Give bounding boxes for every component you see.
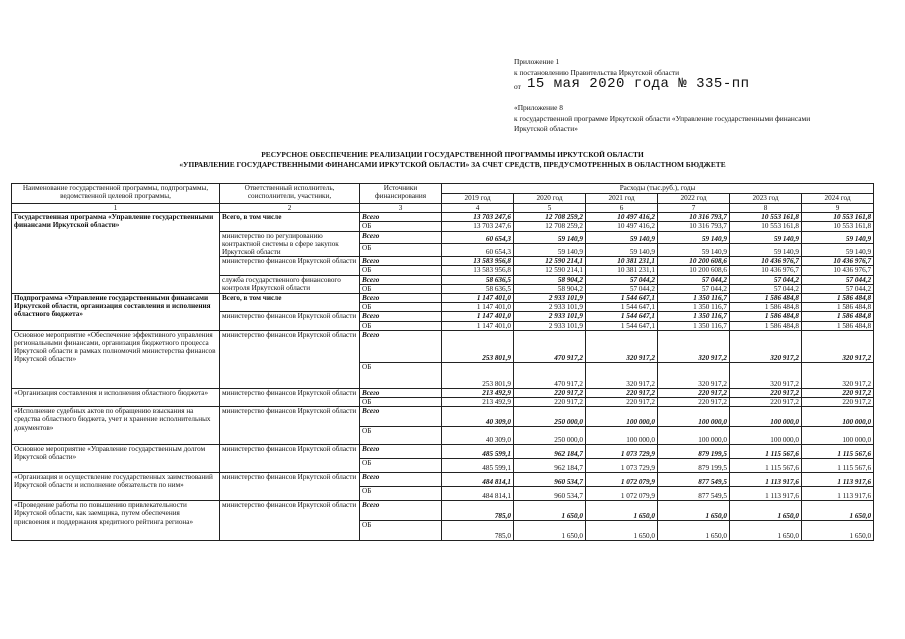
- program-name: «Исполнение судебных актов по обращению взыскания на средства областного бюджета, учет и хранение исполнительных документов»: [12, 407, 220, 445]
- amount-cell: 59 140,9: [730, 244, 802, 257]
- program-name: «Проведение работы по повышению привлекательности Иркутской области, как заемщика, путем обеспечения присвоения и поддержания кредитного рейтинга региона»: [12, 501, 220, 541]
- amount-cell: 962 184,7: [514, 445, 586, 459]
- date-prefix: от: [514, 82, 521, 91]
- amount-cell: 1 544 647,1: [586, 321, 658, 330]
- amount-cell: 10 497 416,2: [586, 213, 658, 222]
- amount-cell: 10 553 161,8: [730, 213, 802, 222]
- program-reference-cont: Иркутской области»: [514, 124, 578, 133]
- amount-cell: 220 917,2: [586, 398, 658, 407]
- amount-cell: 253 801,9: [442, 362, 514, 388]
- program-reference: к государственной программе Иркутской области «Управление государственными финансами: [514, 114, 811, 123]
- amount-cell: 785,0: [442, 521, 514, 541]
- amount-cell: 1 650,0: [514, 521, 586, 541]
- amount-cell: 1 115 567,6: [730, 445, 802, 459]
- amount-cell: 1 544 647,1: [586, 303, 658, 312]
- amount-cell: 785,0: [442, 501, 514, 521]
- amount-cell: 12 708 259,2: [514, 222, 586, 231]
- amount-cell: 10 200 608,6: [658, 257, 730, 266]
- table-row: [12, 388, 874, 397]
- amount-cell: 60 654,3: [442, 244, 514, 257]
- amount-cell: 58 904,2: [514, 284, 586, 293]
- amount-cell: 13 583 956,8: [442, 257, 514, 266]
- amount-cell: 1 650,0: [514, 501, 586, 521]
- amount-cell: 484 814,1: [442, 473, 514, 487]
- year-header: 2022 год: [658, 194, 730, 204]
- amount-cell: 213 492,9: [442, 398, 514, 407]
- table-row: [12, 294, 874, 303]
- amount-cell: 100 000,0: [658, 407, 730, 427]
- decree-reference: к постановлению Правительства Иркутской области: [514, 68, 680, 77]
- amount-cell: 960 534,7: [514, 473, 586, 487]
- column-number: 2: [220, 204, 360, 213]
- column-number: 7: [658, 204, 730, 213]
- funding-source: ОБ: [360, 362, 442, 388]
- amount-cell: 1 147 401,0: [442, 303, 514, 312]
- amount-cell: 320 917,2: [730, 362, 802, 388]
- amount-cell: 1 650,0: [586, 501, 658, 521]
- amount-cell: 13 703 247,6: [442, 222, 514, 231]
- amount-cell: 220 917,2: [514, 388, 586, 397]
- amount-cell: 40 309,0: [442, 407, 514, 427]
- amount-cell: 59 140,9: [658, 231, 730, 244]
- amount-cell: 60 654,3: [442, 231, 514, 244]
- amount-cell: 59 140,9: [586, 244, 658, 257]
- amount-cell: 59 140,9: [514, 244, 586, 257]
- funding-source: ОБ: [360, 487, 442, 501]
- funding-source: Всего: [360, 275, 442, 284]
- year-header: 2020 год: [514, 194, 586, 204]
- amount-cell: 100 000,0: [802, 427, 874, 445]
- amount-cell: 1 073 729,9: [586, 445, 658, 459]
- appendix8-label: «Приложение 8: [514, 103, 563, 112]
- table-row: [12, 473, 874, 487]
- funding-source: ОБ: [360, 521, 442, 541]
- amount-cell: 1 586 484,8: [730, 312, 802, 321]
- amount-cell: 250 000,0: [514, 427, 586, 445]
- executor: Всего, в том числе: [220, 213, 360, 231]
- amount-cell: 10 436 976,7: [802, 266, 874, 275]
- amount-cell: 10 381 231,1: [586, 266, 658, 275]
- amount-cell: 877 549,5: [658, 487, 730, 501]
- decree-date-number: 15 мая 2020 года № 335-пп: [527, 76, 750, 92]
- amount-cell: 220 917,2: [802, 388, 874, 397]
- program-name: «Организация составления и исполнения областного бюджета»: [12, 388, 220, 406]
- page-title: РЕСУРСНОЕ ОБЕСПЕЧЕНИЕ РЕАЛИЗАЦИИ ГОСУДАРСТВЕННОЙ ПРОГРАММЫ ИРКУТСКОЙ ОБЛАСТИ: [261, 150, 644, 159]
- col-executor-header: Ответственный исполнитель, соисполнители, участники,: [220, 184, 360, 204]
- column-number: 3: [360, 204, 442, 213]
- amount-cell: 1 350 116,7: [658, 321, 730, 330]
- executor: министерство финансов Иркутской области: [220, 407, 360, 445]
- amount-cell: 1 650,0: [802, 501, 874, 521]
- amount-cell: 1 650,0: [730, 501, 802, 521]
- column-number: 9: [802, 204, 874, 213]
- amount-cell: 40 309,0: [442, 427, 514, 445]
- year-header: 2021 год: [586, 194, 658, 204]
- amount-cell: 485 599,1: [442, 445, 514, 459]
- amount-cell: 320 917,2: [586, 362, 658, 388]
- amount-cell: 100 000,0: [586, 427, 658, 445]
- table-row: [12, 213, 874, 222]
- executor: министерство по регулированию контрактной системы в сфере закупок Иркутской области: [220, 231, 360, 257]
- funding-source: ОБ: [360, 222, 442, 231]
- amount-cell: 2 933 101,9: [514, 312, 586, 321]
- amount-cell: 1 113 917,6: [730, 473, 802, 487]
- amount-cell: 10 381 231,1: [586, 257, 658, 266]
- amount-cell: 13 703 247,6: [442, 213, 514, 222]
- column-number: 8: [730, 204, 802, 213]
- amount-cell: 1 113 917,6: [730, 487, 802, 501]
- year-header: 2024 год: [802, 194, 874, 204]
- amount-cell: 960 534,7: [514, 487, 586, 501]
- executor: Всего, в том числе: [220, 294, 360, 312]
- amount-cell: 59 140,9: [514, 231, 586, 244]
- amount-cell: 57 044,2: [730, 284, 802, 293]
- amount-cell: 100 000,0: [802, 407, 874, 427]
- amount-cell: 879 199,5: [658, 445, 730, 459]
- funding-source: ОБ: [360, 427, 442, 445]
- amount-cell: 57 044,2: [586, 275, 658, 284]
- amount-cell: 1 650,0: [658, 521, 730, 541]
- amount-cell: 57 044,2: [658, 284, 730, 293]
- program-name: «Организация и осуществление государственных заимствований Иркутской области и исполнение обязательств по ним»: [12, 473, 220, 501]
- amount-cell: 1 650,0: [730, 521, 802, 541]
- amount-cell: 250 000,0: [514, 407, 586, 427]
- amount-cell: 1 650,0: [658, 501, 730, 521]
- amount-cell: 1 586 484,8: [802, 303, 874, 312]
- amount-cell: 1 072 079,9: [586, 487, 658, 501]
- funding-source: Всего: [360, 330, 442, 362]
- table-row: [12, 501, 874, 521]
- amount-cell: 10 497 416,2: [586, 222, 658, 231]
- amount-cell: 484 814,1: [442, 487, 514, 501]
- executor: министерство финансов Иркутской области: [220, 445, 360, 473]
- amount-cell: 59 140,9: [802, 244, 874, 257]
- amount-cell: 10 436 976,7: [730, 257, 802, 266]
- amount-cell: 1 073 729,9: [586, 459, 658, 473]
- amount-cell: 59 140,9: [730, 231, 802, 244]
- amount-cell: 59 140,9: [586, 231, 658, 244]
- amount-cell: 1 115 567,6: [802, 445, 874, 459]
- amount-cell: 1 544 647,1: [586, 294, 658, 303]
- amount-cell: 879 199,5: [658, 459, 730, 473]
- amount-cell: 1 350 116,7: [658, 294, 730, 303]
- amount-cell: 220 917,2: [730, 398, 802, 407]
- amount-cell: 220 917,2: [586, 388, 658, 397]
- amount-cell: 10 316 793,7: [658, 222, 730, 231]
- amount-cell: 100 000,0: [730, 407, 802, 427]
- column-number: 1: [12, 204, 220, 213]
- amount-cell: 58 636,5: [442, 275, 514, 284]
- amount-cell: 100 000,0: [586, 407, 658, 427]
- table-row: [12, 407, 874, 427]
- year-header: 2019 год: [442, 194, 514, 204]
- funding-source: Всего: [360, 213, 442, 222]
- amount-cell: 962 184,7: [514, 459, 586, 473]
- amount-cell: 470 917,2: [514, 362, 586, 388]
- amount-cell: 100 000,0: [730, 427, 802, 445]
- executor: министерство финансов Иркутской области: [220, 312, 360, 330]
- funding-source: ОБ: [360, 266, 442, 275]
- amount-cell: 1 113 917,6: [802, 487, 874, 501]
- amount-cell: 1 586 484,8: [730, 321, 802, 330]
- resource-table: [11, 183, 874, 541]
- amount-cell: 2 933 101,9: [514, 294, 586, 303]
- amount-cell: 1 115 567,6: [730, 459, 802, 473]
- executor: служба государственного финансового контроля Иркутской области: [220, 275, 360, 293]
- amount-cell: 213 492,9: [442, 388, 514, 397]
- executor: министерство финансов Иркутской области: [220, 257, 360, 275]
- amount-cell: 1 586 484,8: [802, 321, 874, 330]
- amount-cell: 320 917,2: [730, 330, 802, 362]
- amount-cell: 12 708 259,2: [514, 213, 586, 222]
- amount-cell: 320 917,2: [802, 362, 874, 388]
- amount-cell: 220 917,2: [658, 388, 730, 397]
- amount-cell: 220 917,2: [514, 398, 586, 407]
- amount-cell: 2 933 101,9: [514, 303, 586, 312]
- funding-source: ОБ: [360, 284, 442, 293]
- amount-cell: 320 917,2: [658, 330, 730, 362]
- amount-cell: 253 801,9: [442, 330, 514, 362]
- amount-cell: 10 436 976,7: [802, 257, 874, 266]
- col-name-header: Наименование государственной программы, подпрограммы, ведомственной целевой программы,: [12, 184, 220, 204]
- amount-cell: 320 917,2: [586, 330, 658, 362]
- funding-source: ОБ: [360, 244, 442, 257]
- table-row: [12, 330, 874, 362]
- amount-cell: 1 650,0: [586, 521, 658, 541]
- year-header: 2023 год: [730, 194, 802, 204]
- funding-source: ОБ: [360, 459, 442, 473]
- amount-cell: 2 933 101,9: [514, 321, 586, 330]
- amount-cell: 13 583 956,8: [442, 266, 514, 275]
- appendix-label: Приложение 1: [514, 57, 560, 66]
- column-number: 6: [586, 204, 658, 213]
- funding-source: ОБ: [360, 321, 442, 330]
- program-name: Подпрограмма «Управление государственными финансами Иркутской области, организация составления и исполнения областного бюджета»: [12, 294, 220, 331]
- column-number: 5: [514, 204, 586, 213]
- amount-cell: 470 917,2: [514, 330, 586, 362]
- program-name: Основное мероприятие «Управление государственным долгом Иркутской области»: [12, 445, 220, 473]
- amount-cell: 485 599,1: [442, 459, 514, 473]
- amount-cell: 320 917,2: [658, 362, 730, 388]
- executor: министерство финансов Иркутской области: [220, 330, 360, 388]
- amount-cell: 59 140,9: [658, 244, 730, 257]
- funding-source: Всего: [360, 294, 442, 303]
- amount-cell: 1 586 484,8: [802, 294, 874, 303]
- amount-cell: 12 590 214,1: [514, 266, 586, 275]
- amount-cell: 1 115 567,6: [802, 459, 874, 473]
- amount-cell: 1 544 647,1: [586, 312, 658, 321]
- amount-cell: 1 147 401,0: [442, 321, 514, 330]
- funding-source: Всего: [360, 473, 442, 487]
- amount-cell: 320 917,2: [802, 330, 874, 362]
- funding-source: Всего: [360, 388, 442, 397]
- page-subtitle: «УПРАВЛЕНИЕ ГОСУДАРСТВЕННЫМИ ФИНАНСАМИ ИРКУТСКОЙ ОБЛАСТИ» ЗА СЧЕТ СРЕДСТВ, ПРЕДУСМОТРЕННЫХ В ОБЛАСТНОМ БЮДЖЕТЕ: [179, 160, 726, 169]
- amount-cell: 100 000,0: [658, 427, 730, 445]
- funding-source: ОБ: [360, 398, 442, 407]
- amount-cell: 1 147 401,0: [442, 294, 514, 303]
- funding-source: Всего: [360, 312, 442, 321]
- amount-cell: 1 586 484,8: [802, 312, 874, 321]
- amount-cell: 10 553 161,8: [802, 222, 874, 231]
- amount-cell: 1 650,0: [802, 521, 874, 541]
- amount-cell: 1 147 401,0: [442, 312, 514, 321]
- amount-cell: 1 113 917,6: [802, 473, 874, 487]
- amount-cell: 1 350 116,7: [658, 303, 730, 312]
- table-row: [12, 445, 874, 459]
- funding-source: Всего: [360, 231, 442, 244]
- program-name: Государственная программа «Управление государственными финансами Иркутской области»: [12, 213, 220, 294]
- funding-source: Всего: [360, 407, 442, 427]
- amount-cell: 220 917,2: [658, 398, 730, 407]
- amount-cell: 10 200 608,6: [658, 266, 730, 275]
- amount-cell: 1 072 079,9: [586, 473, 658, 487]
- amount-cell: 58 636,5: [442, 284, 514, 293]
- amount-cell: 10 316 793,7: [658, 213, 730, 222]
- amount-cell: 10 553 161,8: [730, 222, 802, 231]
- amount-cell: 1 586 484,8: [730, 303, 802, 312]
- amount-cell: 57 044,2: [802, 275, 874, 284]
- program-name: Основное мероприятие «Обеспечение эффективного управления региональными финансами, организация бюджетного процесса Иркутской области в рамках полномочий министерства финансов Иркутской области»: [12, 330, 220, 388]
- funding-source: Всего: [360, 501, 442, 521]
- expenses-header: Расходы (тыс.руб.), годы: [442, 184, 874, 194]
- amount-cell: 10 436 976,7: [730, 266, 802, 275]
- amount-cell: 59 140,9: [802, 231, 874, 244]
- amount-cell: 1 586 484,8: [730, 294, 802, 303]
- amount-cell: 57 044,2: [802, 284, 874, 293]
- funding-source: Всего: [360, 257, 442, 266]
- amount-cell: 57 044,2: [730, 275, 802, 284]
- amount-cell: 57 044,2: [586, 284, 658, 293]
- amount-cell: 57 044,2: [658, 275, 730, 284]
- col-source-header: Источники финансирования: [360, 184, 442, 204]
- amount-cell: 10 553 161,8: [802, 213, 874, 222]
- executor: министерство финансов Иркутской области: [220, 388, 360, 406]
- funding-source: Всего: [360, 445, 442, 459]
- amount-cell: 877 549,5: [658, 473, 730, 487]
- amount-cell: 58 904,2: [514, 275, 586, 284]
- column-number: 4: [442, 204, 514, 213]
- executor: министерство финансов Иркутской области: [220, 473, 360, 501]
- amount-cell: 220 917,2: [730, 388, 802, 397]
- amount-cell: 12 590 214,1: [514, 257, 586, 266]
- amount-cell: 1 350 116,7: [658, 312, 730, 321]
- funding-source: ОБ: [360, 303, 442, 312]
- executor: министерство финансов Иркутской области: [220, 501, 360, 541]
- amount-cell: 220 917,2: [802, 398, 874, 407]
